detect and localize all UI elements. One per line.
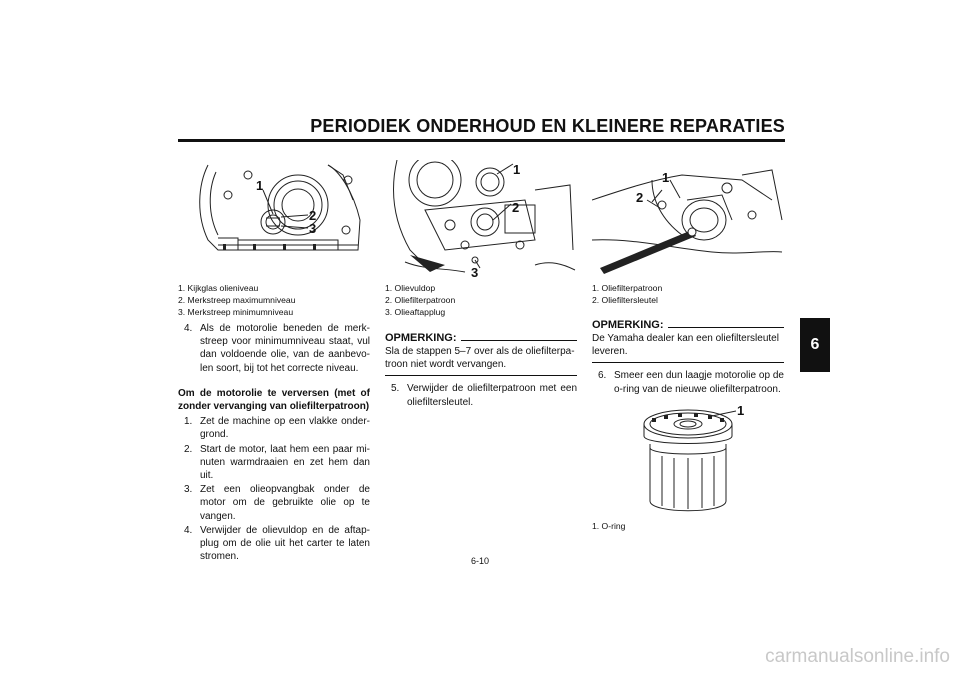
chapter-tab: 6: [800, 318, 830, 372]
oil-filter-wrench-figure: [592, 160, 784, 278]
figure-caption: [592, 520, 784, 532]
callout-1: 1: [256, 178, 264, 193]
caption-item: 1. Olievuldop: [385, 283, 436, 293]
oil-filter-wrench-illustration: [592, 160, 784, 278]
oil-filter-cartridge-illustration: [592, 406, 784, 516]
step-text: Start de motor, laat hem een paar mi-nuten warmdraaien en zet hem dan uit.: [200, 443, 370, 482]
oil-filter-o-ring-figure: [592, 406, 784, 516]
step-3: [178, 483, 370, 523]
step-text: Zet de machine op een vlakke onder-grond.: [200, 416, 370, 441]
callout-1: 1: [513, 162, 521, 177]
caption-item: 2. Oliefilterpatroon: [385, 295, 456, 305]
oil-level-window-illustration: [178, 160, 370, 278]
step-4-refill: [178, 322, 370, 375]
section-heading: Om de motorolie te verversen (met of zonder vervanging van oliefilterpatroon): [178, 387, 370, 413]
caption-item: 1. O-ring: [592, 520, 626, 531]
step-5: [385, 382, 577, 408]
note-title: [592, 319, 784, 331]
note-rule: [461, 340, 578, 341]
caption-item: 3. Merkstreep minimumniveau: [178, 307, 294, 317]
column-2: [385, 160, 577, 409]
figure-caption: [592, 282, 784, 306]
step-number: 4.: [184, 524, 193, 536]
callout-2: 2: [636, 190, 644, 205]
note-rule: [668, 327, 785, 328]
step-1: [178, 415, 370, 441]
note-label: OPMERKING:: [385, 332, 457, 344]
note-body: Sla de stappen 5–7 over als de oliefilterpa-troon niet wordt vervangen.: [385, 346, 575, 371]
step-6: [592, 369, 784, 395]
caption-item: 2. Merkstreep maximumniveau: [178, 295, 296, 305]
page-title: PERIODIEK ONDERHOUD EN KLEINERE REPARATIES: [310, 116, 785, 136]
callout-3: 3: [309, 221, 317, 236]
page-number: 6-10: [470, 556, 489, 566]
step-number: 5.: [391, 383, 400, 395]
watermark: carmanualsonline.info: [765, 646, 950, 667]
step-text: Verwijder de oliefilterpatroon met een oliefiltersleutel.: [407, 383, 577, 408]
step-number: 4.: [184, 323, 193, 334]
step-text: Verwijder de olievuldop en de aftap-plug om de olie uit het carter te laten stromen.: [200, 524, 370, 563]
step-number: 1.: [184, 416, 193, 428]
caption-item: 3. Olieaftapplug: [385, 307, 446, 317]
note-end-rule: [385, 375, 577, 376]
step-text: Zet een olieopvangbak onder de motor om de gebruikte olie op te vangen.: [200, 484, 370, 522]
oil-level-window-figure: [178, 160, 370, 278]
caption-item: 1. Oliefilterpatroon: [592, 283, 663, 293]
column-3: [592, 160, 784, 532]
caption-item: 2. Oliefiltersleutel: [592, 295, 658, 305]
callout-1: 1: [662, 170, 670, 185]
step-2: [178, 443, 370, 483]
step-number: 2.: [184, 443, 193, 455]
figure-caption: [178, 282, 370, 318]
step-text: Smeer een dun laagje motorolie op de o-ring van de nieuwe oliefilterpatroon.: [614, 370, 784, 395]
step-number: 3.: [184, 484, 193, 496]
callout-2: 2: [309, 208, 317, 223]
engine-oil-points-illustration: [385, 160, 577, 278]
oil-filler-figure: [385, 160, 577, 278]
step-text: Als de motorolie beneden de merk-streep voor minimumniveau staat, vul dan voldoende olie, van de aanbevo-len soort, bij tot het correcte niveau.: [200, 323, 370, 374]
note-title: [385, 332, 577, 344]
step-number: 6.: [598, 370, 607, 382]
callout-1: 1: [737, 405, 745, 418]
caption-item: 1. Kijkglas olieniveau: [178, 283, 259, 293]
note-body: De Yamaha dealer kan een oliefiltersleutel leveren.: [592, 333, 779, 358]
callout-3: 3: [471, 265, 479, 278]
note-label: OPMERKING:: [592, 319, 664, 331]
column-1: [178, 160, 370, 563]
step-4: [178, 524, 370, 564]
title-rule: [178, 139, 785, 142]
note-end-rule: [592, 362, 784, 363]
callout-2: 2: [512, 200, 520, 215]
figure-caption: [385, 282, 577, 318]
